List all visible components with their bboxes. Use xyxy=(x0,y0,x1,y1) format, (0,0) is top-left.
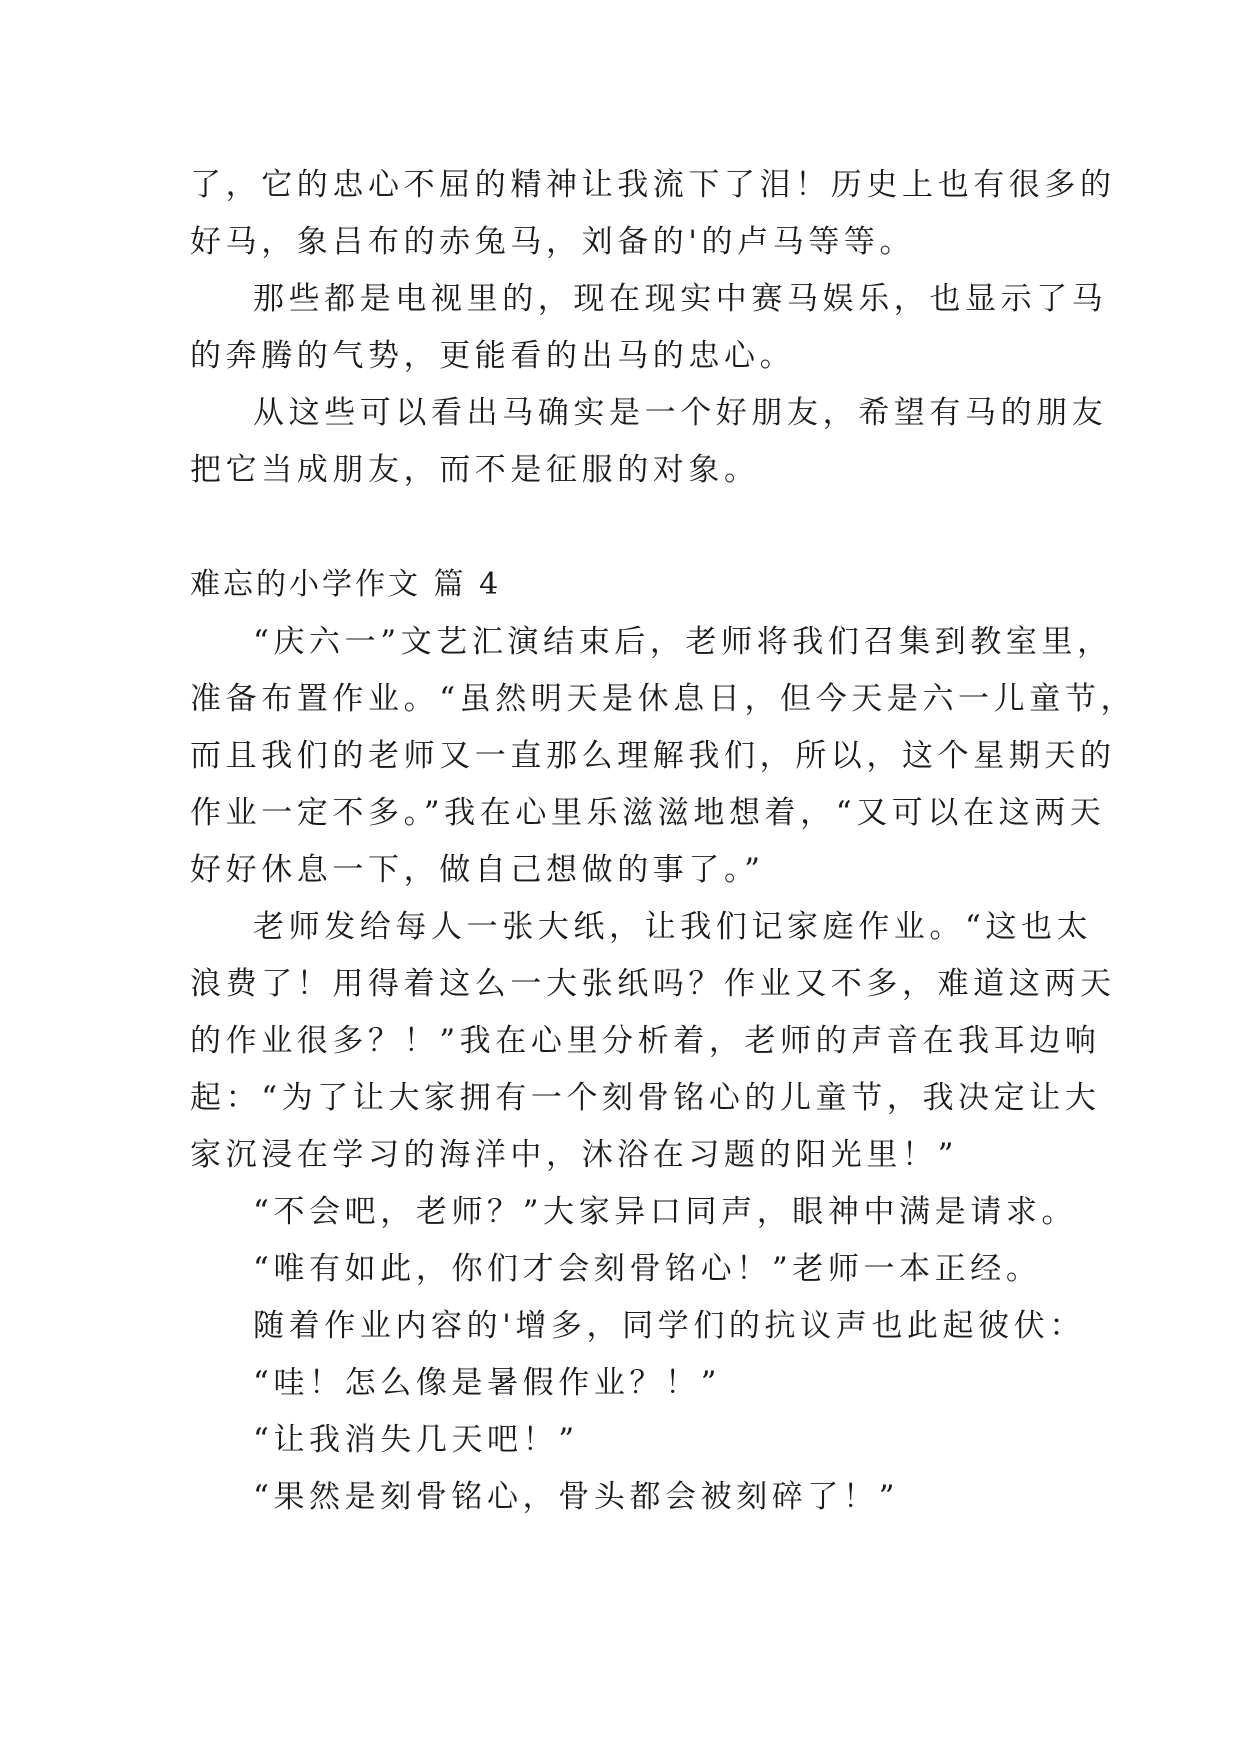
paragraph-line: 好好休息一下，做自己想做的事了。” xyxy=(190,852,765,888)
paragraph-line: 作业一定不多。”我在心里乐滋滋地想着，“又可以在这两天 xyxy=(190,795,1106,831)
paragraph-line: 把它当成朋友，而不是征服的对象。 xyxy=(190,452,760,488)
paragraph-line: 的作业很多？！”我在心里分析着，老师的声音在我耳边响 xyxy=(190,1023,1101,1059)
paragraph-line: 准备布置作业。“虽然明天是休息日，但今天是六一儿童节， xyxy=(190,681,1137,717)
paragraph-line: 那些都是电视里的，现在现实中赛马娱乐，也显示了马 xyxy=(253,281,1108,317)
paragraph-line: “唯有如此，你们才会刻骨铭心！”老师一本正经。 xyxy=(253,1251,1042,1287)
paragraph-line: 起：“为了让大家拥有一个刻骨铭心的儿童节，我决定让大 xyxy=(190,1080,1101,1116)
section-heading: 难忘的小学作文 篇 4 xyxy=(190,567,502,602)
paragraph-line: “庆六一”文艺汇演结束后，老师将我们召集到教室里， xyxy=(253,624,1113,660)
paragraph-line: “哇！怎么像是暑假作业？！” xyxy=(253,1365,722,1401)
paragraph-line: 从这些可以看出马确实是一个好朋友，希望有马的朋友 xyxy=(253,395,1108,431)
paragraph-line: 浪费了！用得着这么一大张纸吗？作业又不多，难道这两天 xyxy=(190,966,1116,1002)
paragraph-line: 而且我们的老师又一直那么理解我们，所以，这个星期天的 xyxy=(190,738,1116,774)
paragraph-line: 随着作业内容的'增多，同学们的抗议声也此起彼伏： xyxy=(253,1308,1085,1344)
paragraph-line: 家沉浸在学习的海洋中，沐浴在习题的阳光里！” xyxy=(190,1137,959,1173)
paragraph-line: 老师发给每人一张大纸，让我们记家庭作业。“这也太 xyxy=(253,909,1093,945)
paragraph-line: 的奔腾的气势，更能看的出马的忠心。 xyxy=(190,338,796,374)
paragraph-line: “让我消失几天吧！” xyxy=(253,1422,579,1458)
paragraph-line: 了，它的忠心不屈的精神让我流下了泪！历史上也有很多的 xyxy=(190,167,1116,203)
paragraph-line: “果然是刻骨铭心，骨头都会被刻碎了！” xyxy=(253,1479,900,1515)
paragraph-line: “不会吧，老师？”大家异口同声，眼神中满是请求。 xyxy=(253,1194,1078,1230)
paragraph-line: 好马，象吕布的赤兔马，刘备的'的卢马等等。 xyxy=(190,224,916,260)
